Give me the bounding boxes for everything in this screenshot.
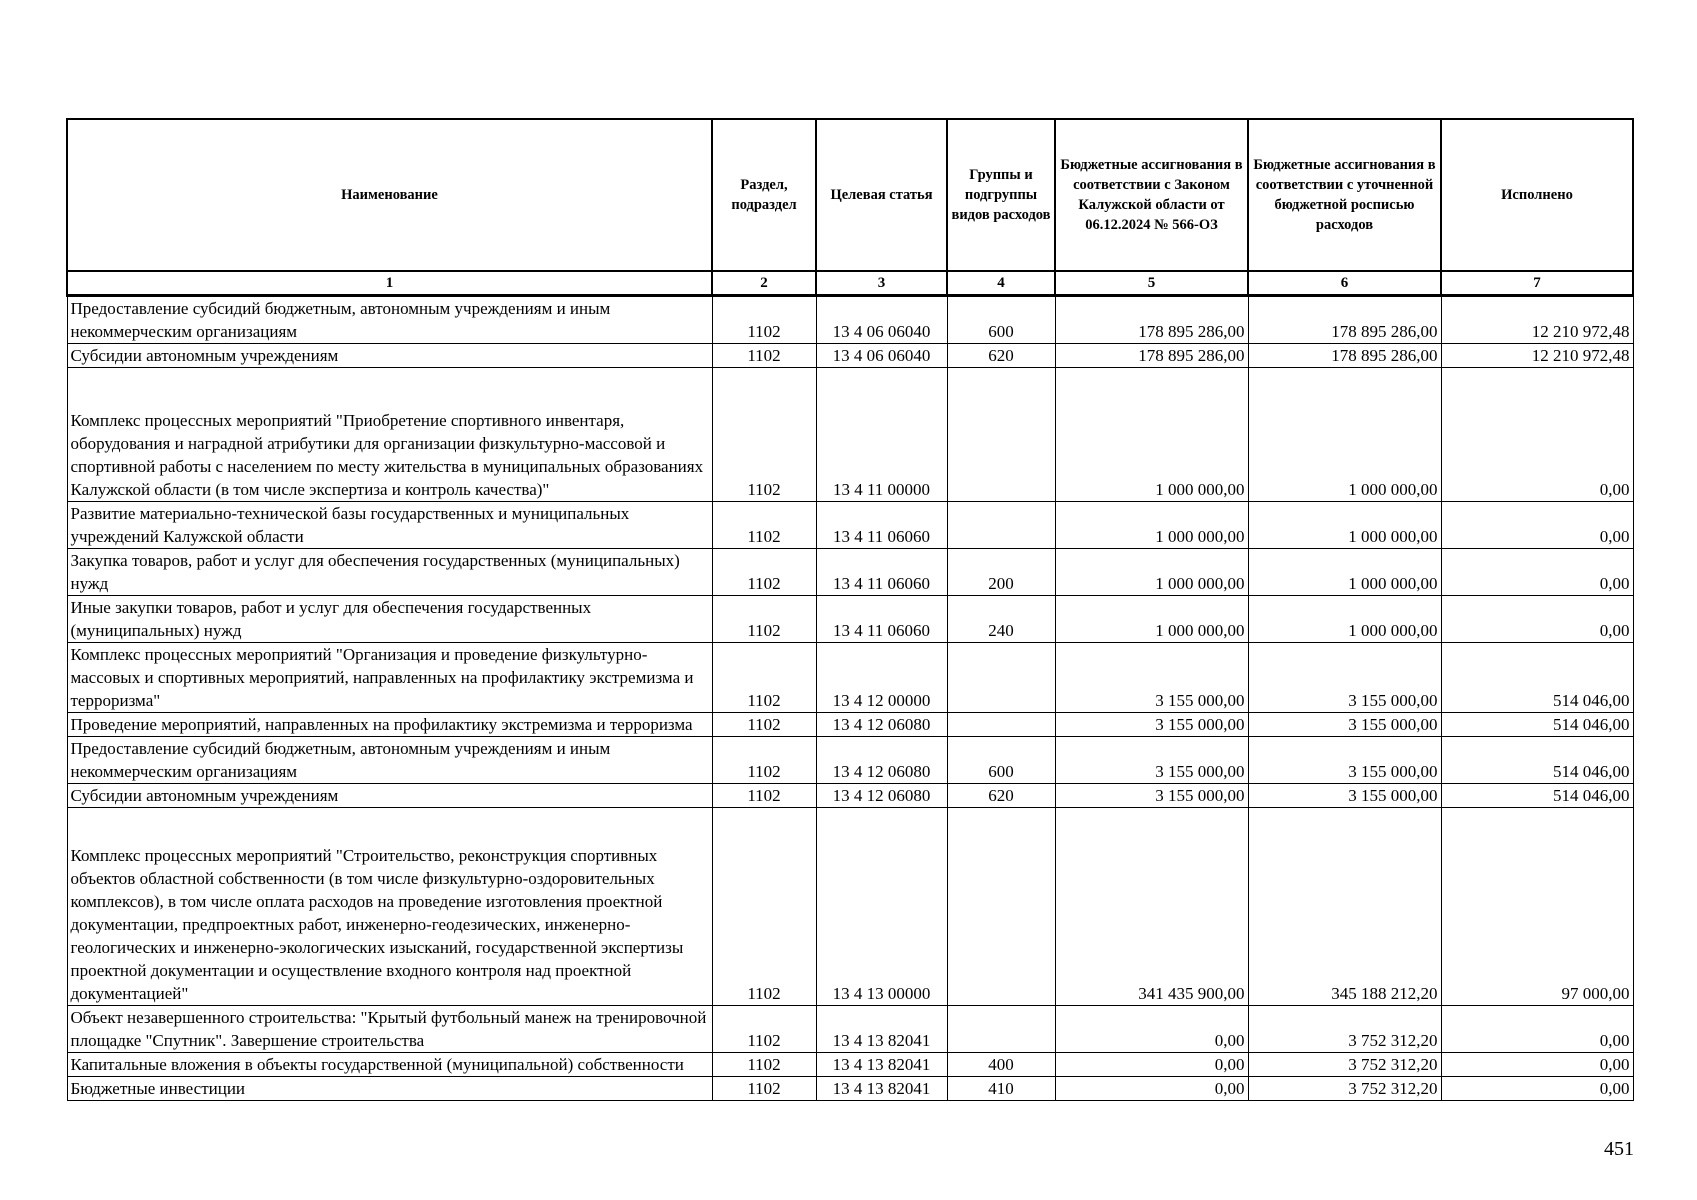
column-number: 5 xyxy=(1055,271,1248,296)
header-name: Наименование xyxy=(67,119,712,271)
row-target: 13 4 13 00000 xyxy=(816,808,947,1006)
row-law-amount: 0,00 xyxy=(1055,1053,1248,1077)
row-section: 1102 xyxy=(712,1077,816,1101)
row-refined-amount: 3 155 000,00 xyxy=(1248,784,1441,808)
row-section: 1102 xyxy=(712,643,816,713)
row-target: 13 4 12 06080 xyxy=(816,737,947,784)
row-name: Бюджетные инвестиции xyxy=(67,1077,712,1101)
row-group xyxy=(947,1006,1055,1053)
header-refined-allocations: Бюджетные ассигнования в соответствии с уточненной бюджетной росписью расходов xyxy=(1248,119,1441,271)
row-section: 1102 xyxy=(712,502,816,549)
row-refined-amount: 3 155 000,00 xyxy=(1248,737,1441,784)
row-executed-amount: 514 046,00 xyxy=(1441,713,1633,737)
row-refined-amount: 3 752 312,20 xyxy=(1248,1006,1441,1053)
table-row xyxy=(67,502,1633,549)
table-row xyxy=(67,1006,1633,1053)
table-row xyxy=(67,1077,1633,1101)
row-target: 13 4 13 82041 xyxy=(816,1006,947,1053)
row-group: 600 xyxy=(947,296,1055,344)
row-law-amount: 1 000 000,00 xyxy=(1055,502,1248,549)
row-name: Закупка товаров, работ и услуг для обеспечения государственных (муниципальных) нужд xyxy=(67,549,712,596)
row-name: Комплекс процессных мероприятий "Организация и проведение физкультурно-массовых и спортивных мероприятий, направленных на профилактику экстремизма и терроризма" xyxy=(67,643,712,713)
row-name: Предоставление субсидий бюджетным, автономным учреждениям и иным некоммерческим организациям xyxy=(67,296,712,344)
row-executed-amount: 0,00 xyxy=(1441,549,1633,596)
row-law-amount: 3 155 000,00 xyxy=(1055,737,1248,784)
row-target: 13 4 11 06060 xyxy=(816,502,947,549)
table-row xyxy=(67,784,1633,808)
budget-table xyxy=(66,118,1634,1101)
row-executed-amount: 0,00 xyxy=(1441,1053,1633,1077)
row-executed-amount: 0,00 xyxy=(1441,368,1633,502)
row-target: 13 4 12 06080 xyxy=(816,713,947,737)
row-refined-amount: 178 895 286,00 xyxy=(1248,344,1441,368)
column-number: 1 xyxy=(67,271,712,296)
row-name: Комплекс процессных мероприятий "Приобретение спортивного инвентаря, оборудования и наградной атрибутики для организации физкультурно-массовой и спортивной работы с населением по месту жительства в муниципальных образованиях Калужской области (в том числе экспертиза и контроль качества)" xyxy=(67,368,712,502)
row-refined-amount: 178 895 286,00 xyxy=(1248,296,1441,344)
row-group xyxy=(947,502,1055,549)
row-law-amount: 178 895 286,00 xyxy=(1055,344,1248,368)
column-number: 3 xyxy=(816,271,947,296)
table-row xyxy=(67,368,1633,502)
row-executed-amount: 97 000,00 xyxy=(1441,808,1633,1006)
row-name: Капитальные вложения в объекты государственной (муниципальной) собственности xyxy=(67,1053,712,1077)
row-name: Предоставление субсидий бюджетным, автономным учреждениям и иным некоммерческим организациям xyxy=(67,737,712,784)
row-law-amount: 1 000 000,00 xyxy=(1055,368,1248,502)
row-law-amount: 1 000 000,00 xyxy=(1055,549,1248,596)
row-executed-amount: 12 210 972,48 xyxy=(1441,296,1633,344)
row-law-amount: 1 000 000,00 xyxy=(1055,596,1248,643)
row-section: 1102 xyxy=(712,808,816,1006)
header-row xyxy=(67,119,1633,271)
row-target: 13 4 11 06060 xyxy=(816,596,947,643)
row-group xyxy=(947,368,1055,502)
row-group xyxy=(947,713,1055,737)
column-number: 7 xyxy=(1441,271,1633,296)
row-refined-amount: 3 155 000,00 xyxy=(1248,643,1441,713)
row-refined-amount: 1 000 000,00 xyxy=(1248,596,1441,643)
row-section: 1102 xyxy=(712,784,816,808)
row-section: 1102 xyxy=(712,737,816,784)
row-name: Проведение мероприятий, направленных на профилактику экстремизма и терроризма xyxy=(67,713,712,737)
row-target: 13 4 11 06060 xyxy=(816,549,947,596)
table-row xyxy=(67,643,1633,713)
row-name: Субсидии автономным учреждениям xyxy=(67,784,712,808)
row-target: 13 4 12 06080 xyxy=(816,784,947,808)
table-row xyxy=(67,737,1633,784)
row-target: 13 4 06 06040 xyxy=(816,296,947,344)
table-row xyxy=(67,344,1633,368)
row-group: 410 xyxy=(947,1077,1055,1101)
row-refined-amount: 3 752 312,20 xyxy=(1248,1053,1441,1077)
header-executed: Исполнено xyxy=(1441,119,1633,271)
row-target: 13 4 13 82041 xyxy=(816,1077,947,1101)
row-refined-amount: 1 000 000,00 xyxy=(1248,502,1441,549)
row-group: 620 xyxy=(947,344,1055,368)
header-section: Раздел, подраздел xyxy=(712,119,816,271)
row-group: 620 xyxy=(947,784,1055,808)
row-law-amount: 178 895 286,00 xyxy=(1055,296,1248,344)
row-target: 13 4 13 82041 xyxy=(816,1053,947,1077)
row-executed-amount: 0,00 xyxy=(1441,502,1633,549)
row-section: 1102 xyxy=(712,596,816,643)
header-target: Целевая статья xyxy=(816,119,947,271)
row-law-amount: 3 155 000,00 xyxy=(1055,784,1248,808)
row-section: 1102 xyxy=(712,1006,816,1053)
row-group xyxy=(947,808,1055,1006)
row-target: 13 4 11 00000 xyxy=(816,368,947,502)
row-executed-amount: 0,00 xyxy=(1441,1006,1633,1053)
row-group: 200 xyxy=(947,549,1055,596)
table-row xyxy=(67,549,1633,596)
row-law-amount: 0,00 xyxy=(1055,1077,1248,1101)
row-refined-amount: 3 155 000,00 xyxy=(1248,713,1441,737)
row-refined-amount: 1 000 000,00 xyxy=(1248,549,1441,596)
row-group: 240 xyxy=(947,596,1055,643)
row-section: 1102 xyxy=(712,296,816,344)
row-name: Субсидии автономным учреждениям xyxy=(67,344,712,368)
row-law-amount: 0,00 xyxy=(1055,1006,1248,1053)
row-executed-amount: 12 210 972,48 xyxy=(1441,344,1633,368)
row-group xyxy=(947,643,1055,713)
row-law-amount: 3 155 000,00 xyxy=(1055,713,1248,737)
table-row xyxy=(67,296,1633,344)
row-name: Иные закупки товаров, работ и услуг для обеспечения государственных (муниципальных) нужд xyxy=(67,596,712,643)
row-section: 1102 xyxy=(712,549,816,596)
column-number: 6 xyxy=(1248,271,1441,296)
row-executed-amount: 514 046,00 xyxy=(1441,737,1633,784)
row-law-amount: 341 435 900,00 xyxy=(1055,808,1248,1006)
header-law-allocations: Бюджетные ассигнования в соответствии с Законом Калужской области от 06.12.2024 № 566-ОЗ xyxy=(1055,119,1248,271)
row-name: Комплекс процессных мероприятий "Строительство, реконструкция спортивных объектов областной собственности (в том числе физкультурно-оздоровительных комплексов), в том числе оплата расходов на проведение изготовления проектной документации, предпроектных работ, инженерно-геодезических, инженерно-геологических и инженерно-экологических изысканий, государственной экспертизы проектной документации и осуществление входного контроля над проектной документацией" xyxy=(67,808,712,1006)
row-executed-amount: 514 046,00 xyxy=(1441,784,1633,808)
row-name: Развитие материально-технической базы государственных и муниципальных учреждений Калужской области xyxy=(67,502,712,549)
row-refined-amount: 3 752 312,20 xyxy=(1248,1077,1441,1101)
row-section: 1102 xyxy=(712,368,816,502)
row-executed-amount: 514 046,00 xyxy=(1441,643,1633,713)
row-section: 1102 xyxy=(712,713,816,737)
row-refined-amount: 1 000 000,00 xyxy=(1248,368,1441,502)
column-number-row xyxy=(67,271,1633,296)
page-number: 451 xyxy=(1604,1138,1634,1160)
row-section: 1102 xyxy=(712,344,816,368)
table-row xyxy=(67,1053,1633,1077)
row-group: 600 xyxy=(947,737,1055,784)
row-target: 13 4 06 06040 xyxy=(816,344,947,368)
row-executed-amount: 0,00 xyxy=(1441,1077,1633,1101)
row-name: Объект незавершенного строительства: "Крытый футбольный манеж на тренировочной площадке "Спутник". Завершение строительства xyxy=(67,1006,712,1053)
row-refined-amount: 345 188 212,20 xyxy=(1248,808,1441,1006)
table-row xyxy=(67,808,1633,1006)
row-law-amount: 3 155 000,00 xyxy=(1055,643,1248,713)
row-target: 13 4 12 00000 xyxy=(816,643,947,713)
row-section: 1102 xyxy=(712,1053,816,1077)
table-row xyxy=(67,713,1633,737)
column-number: 2 xyxy=(712,271,816,296)
row-group: 400 xyxy=(947,1053,1055,1077)
header-group: Группы и подгруппы видов расходов xyxy=(947,119,1055,271)
row-executed-amount: 0,00 xyxy=(1441,596,1633,643)
column-number: 4 xyxy=(947,271,1055,296)
table-row xyxy=(67,596,1633,643)
